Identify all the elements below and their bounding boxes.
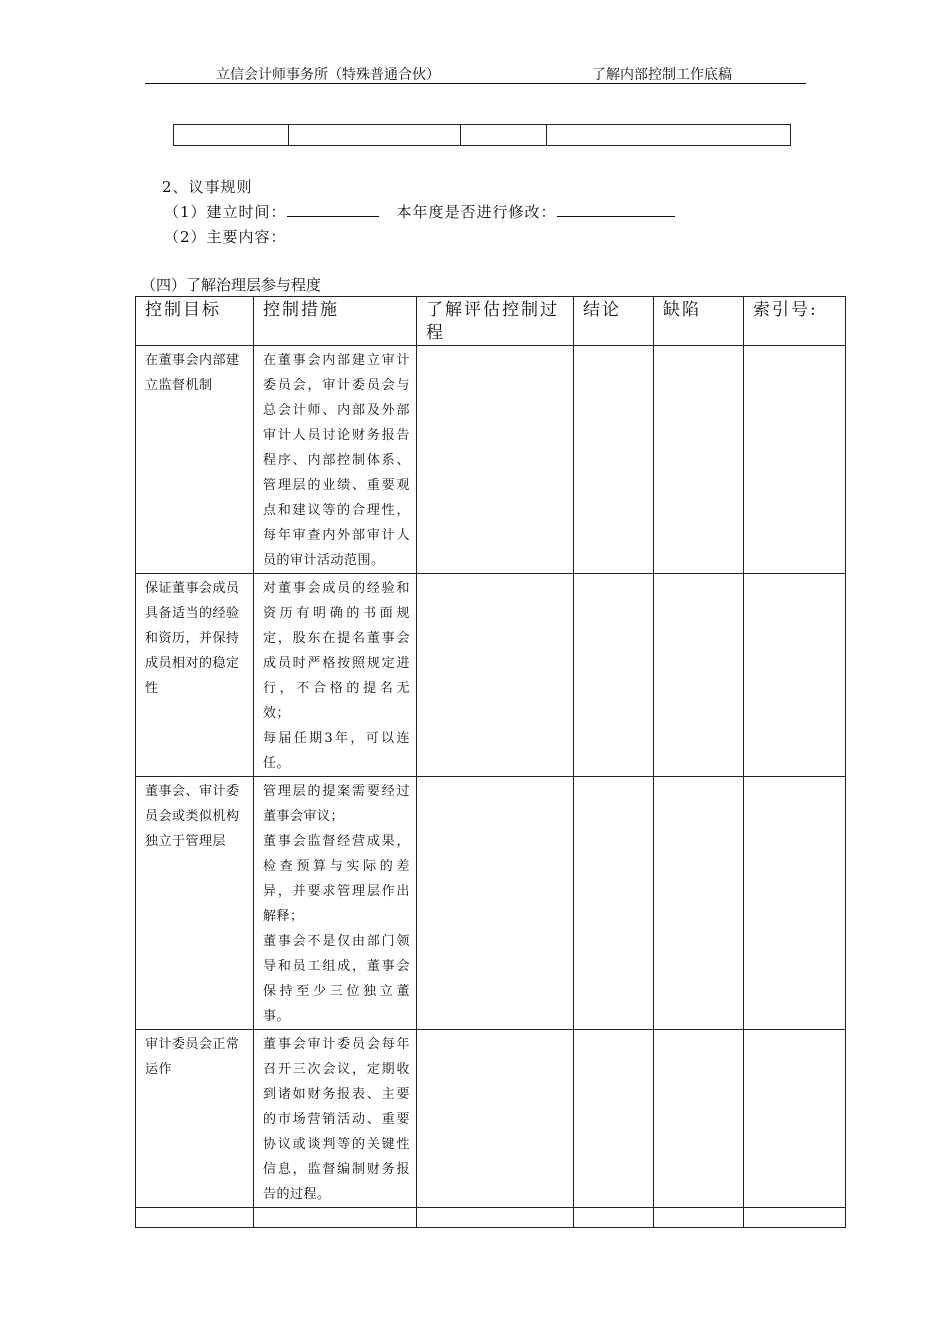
conclusion-cell[interactable] (574, 777, 654, 1030)
measure-text: 管理层的提案需要经过董事会审议； (263, 784, 410, 824)
empty-cell[interactable] (417, 1208, 574, 1228)
table-row (136, 574, 846, 777)
objective-cell: 保证董事会成员具备适当的经验和资历，并保持成员相对的稳定性 (136, 574, 254, 777)
rules-item-2: （2）主要内容： (164, 228, 287, 246)
objective-cell: 董事会、审计委员会或类似机构独立于管理层 (136, 777, 254, 1030)
evaluation-cell[interactable] (417, 346, 574, 574)
evaluation-cell[interactable] (417, 777, 574, 1030)
defect-cell[interactable] (654, 777, 744, 1030)
establish-time-field[interactable] (287, 202, 379, 217)
col-header-evaluation: 了解评估控制过程 (417, 297, 574, 346)
establish-time-label: （1）建立时间： (164, 203, 287, 221)
empty-cell[interactable] (136, 1208, 254, 1228)
measures-cell (254, 777, 417, 1030)
col-header-index: 索引号: (744, 297, 846, 346)
table-row (136, 1030, 846, 1208)
section-title: （四）了解治理层参与程度 (141, 276, 322, 294)
table-cell[interactable] (547, 125, 791, 146)
modified-question-label: 本年度是否进行修改： (396, 203, 557, 221)
table-row (136, 777, 846, 1030)
index-cell[interactable] (744, 777, 846, 1030)
col-header-conclusion: 结论 (574, 297, 654, 346)
evaluation-cell[interactable] (417, 1030, 574, 1208)
modified-answer-field[interactable] (557, 202, 675, 217)
col-header-objective: 控制目标 (136, 297, 254, 346)
col-header-defect: 缺陷 (654, 297, 744, 346)
defect-cell[interactable] (654, 574, 744, 777)
conclusion-cell[interactable] (574, 346, 654, 574)
empty-cell[interactable] (744, 1208, 846, 1228)
conclusion-cell[interactable] (574, 574, 654, 777)
defect-cell[interactable] (654, 1030, 744, 1208)
header-doc-title: 了解内部控制工作底稿 (592, 67, 732, 83)
rules-item-1 (164, 201, 675, 222)
table-cell[interactable] (461, 125, 547, 146)
table-row (174, 125, 791, 146)
header-firm-name: 立信会计师事务所（特殊普通合伙） (216, 67, 440, 83)
measure-text: 每届任期3年，可以连任。 (263, 731, 410, 771)
continued-table-fragment (173, 124, 791, 146)
measure-text: 董事会监督经营成果，检查预算与实际的差异，并要求管理层作出解释； (263, 834, 410, 924)
index-cell[interactable] (744, 1030, 846, 1208)
table-header-row (136, 297, 846, 346)
measure-text: 董事会审计委员会每年召开三次会议，定期收到诸如财务报表、主要的市场营销活动、重要协议或谈判等的关键性信息，监督编制财务报告的过程。 (263, 1037, 410, 1202)
objective-cell: 审计委员会正常运作 (136, 1030, 254, 1208)
measure-text: 董事会不是仅由部门领导和员工组成，董事会保持至少三位独立董事。 (263, 934, 410, 1024)
empty-cell[interactable] (254, 1208, 417, 1228)
col-header-measures: 控制措施 (254, 297, 417, 346)
measure-text: 在董事会内部建立审计委员会，审计委员会与总会计师、内部及外部审计人员讨论财务报告程序、内部控制体系、管理层的业绩、重要观点和建议等的合理性，每年审查内外部审计人员的审计活动范围。 (263, 353, 410, 568)
table-cell[interactable] (174, 125, 289, 146)
empty-cell[interactable] (574, 1208, 654, 1228)
evaluation-cell[interactable] (417, 574, 574, 777)
conclusion-cell[interactable] (574, 1030, 654, 1208)
table-cell[interactable] (289, 125, 461, 146)
objective-cell: 在董事会内部建立监督机制 (136, 346, 254, 574)
header-rule (145, 83, 806, 84)
measure-text: 对董事会成员的经验和资历有明确的书面规定，股东在提名董事会成员时严格按照规定进行，不合格的提名无效； (263, 581, 410, 721)
rules-section-title: 2、议事规则 (162, 178, 253, 196)
index-cell[interactable] (744, 346, 846, 574)
empty-cell[interactable] (654, 1208, 744, 1228)
index-cell[interactable] (744, 574, 846, 777)
governance-table (135, 296, 846, 1228)
measures-cell (254, 574, 417, 777)
defect-cell[interactable] (654, 346, 744, 574)
table-row (136, 346, 846, 574)
table-row-empty (136, 1208, 846, 1228)
measures-cell (254, 1030, 417, 1208)
measures-cell (254, 346, 417, 574)
